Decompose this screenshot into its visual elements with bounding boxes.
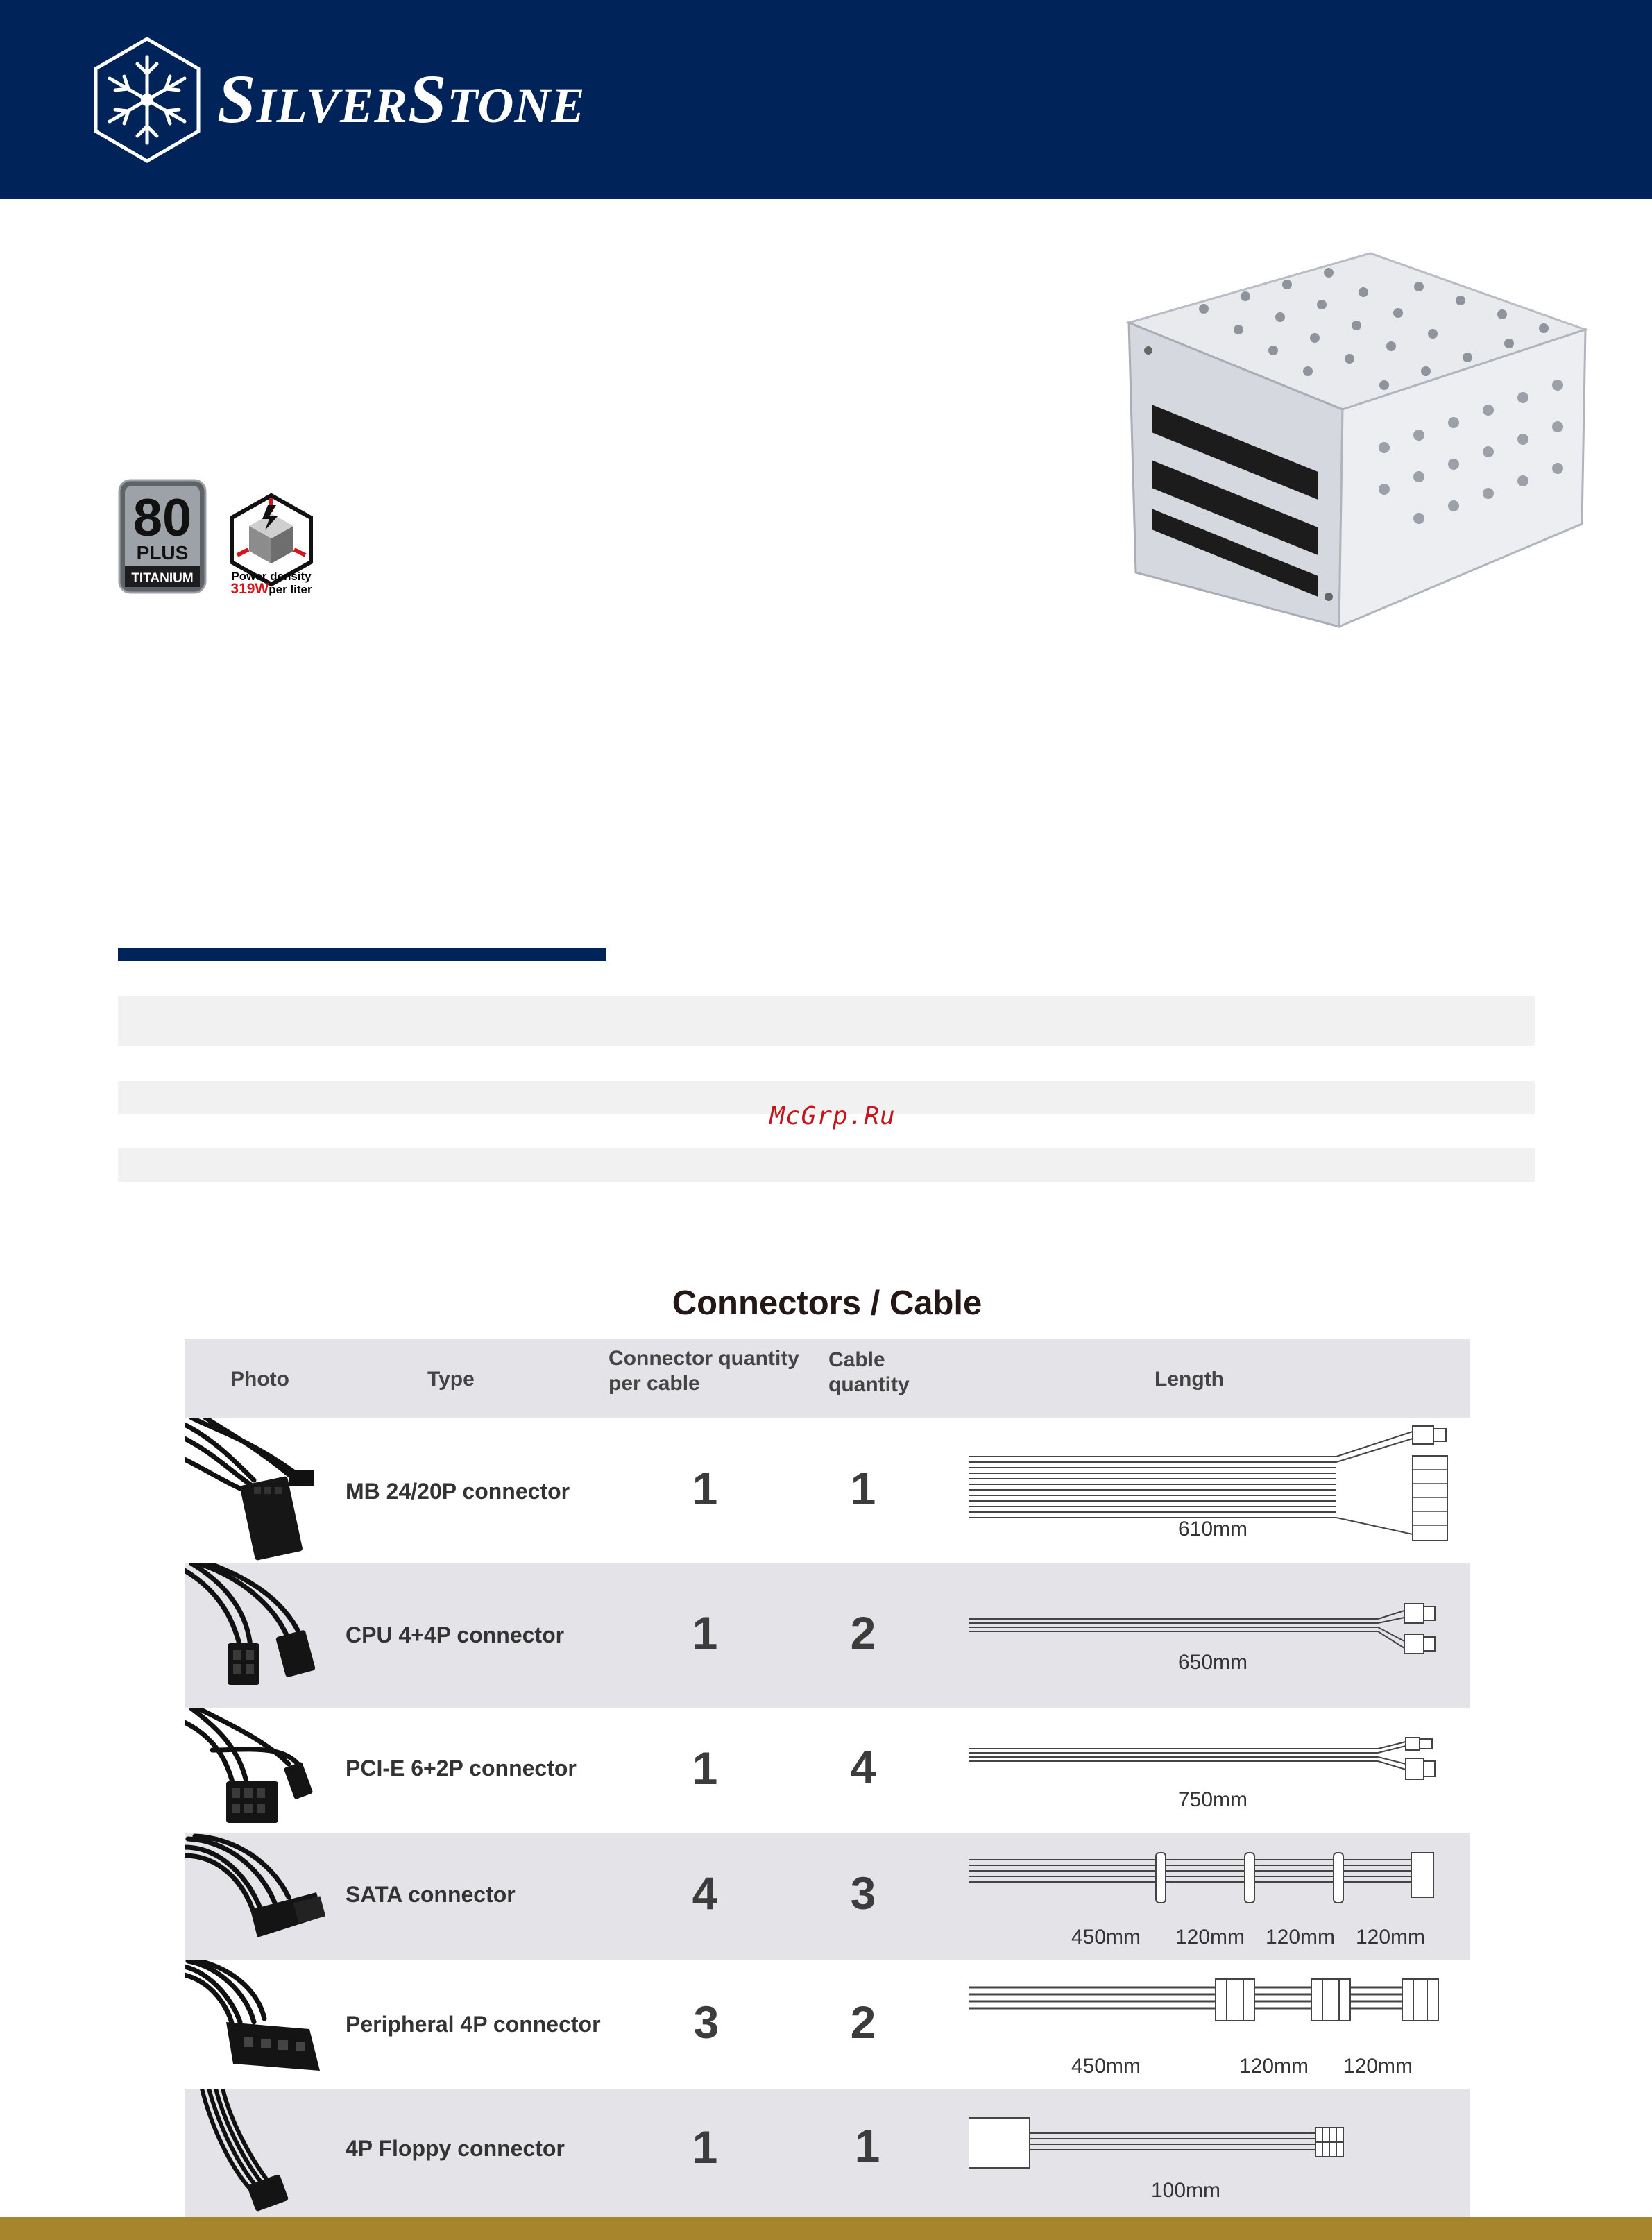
- cable-length-diagram: [969, 1418, 1468, 1563]
- cable-length: 610mm: [1178, 1518, 1248, 1541]
- power-supply-photo: [1121, 246, 1592, 635]
- section-divider: [118, 948, 606, 961]
- cable-length: 650mm: [1178, 1651, 1248, 1674]
- cable-length: 120mm: [1343, 2055, 1413, 2078]
- svg-text:80: 80: [133, 489, 192, 548]
- header-photo: Photo: [230, 1368, 289, 1391]
- cable-length: 120mm: [1175, 1926, 1245, 1949]
- mb-connector-photo: [185, 1418, 344, 1563]
- cable-qty: 2: [850, 1996, 876, 2048]
- cable-length: 750mm: [1178, 1788, 1248, 1811]
- connector-qty: 4: [692, 1867, 718, 1919]
- cable-qty: 3: [850, 1867, 876, 1919]
- cable-length: 120mm: [1239, 2055, 1309, 2078]
- power-density-label: Power density: [231, 570, 312, 583]
- table-row: [185, 1960, 1470, 2089]
- footer-bar: [0, 2217, 1652, 2240]
- connector-type: Peripheral 4P connector: [346, 2012, 601, 2037]
- connectors-table-title: Connectors / Cable: [672, 1284, 982, 1322]
- connector-type: CPU 4+4P connector: [346, 1622, 565, 1647]
- header-length: Length: [1155, 1368, 1224, 1391]
- 80-plus-titanium-badge: [118, 479, 207, 594]
- connector-qty: 1: [692, 2121, 718, 2173]
- svg-text:PLUS: PLUS: [136, 542, 189, 563]
- cable-length: 120mm: [1356, 1926, 1426, 1949]
- header-type: Type: [427, 1368, 475, 1391]
- connector-type: SATA connector: [346, 1882, 516, 1907]
- header-cable-qty: Cable quantity: [828, 1348, 910, 1396]
- cable-length: 120mm: [1266, 1926, 1336, 1949]
- connector-qty: 3: [693, 1996, 719, 2048]
- table-row: [185, 1418, 1470, 1563]
- connector-type: PCI-E 6+2P connector: [346, 1756, 577, 1781]
- watermark-text: McGrp.Ru: [769, 1102, 896, 1130]
- cable-qty: 4: [850, 1741, 876, 1792]
- snowflake-logo-icon: [92, 36, 203, 164]
- cable-length: 450mm: [1071, 2055, 1141, 2078]
- cable-qty: 2: [850, 1607, 876, 1658]
- svg-text:TITANIUM: TITANIUM: [131, 571, 194, 586]
- header-connector-qty: Connector quantity per cable: [608, 1347, 799, 1395]
- brand-wordmark: SILVERSTONE: [217, 60, 586, 137]
- power-density-value: 319Wper liter: [230, 581, 312, 597]
- peripheral-connector-photo: [185, 1960, 344, 2089]
- table-row: [185, 1563, 1470, 1708]
- table-row: [185, 2089, 1470, 2217]
- cable-qty: 1: [850, 1463, 876, 1514]
- spec-row-stripe: [118, 1148, 1535, 1182]
- sata-connector-photo: [185, 1833, 344, 1960]
- cable-qty: 1: [854, 2120, 880, 2171]
- connector-type: MB 24/20P connector: [346, 1479, 570, 1504]
- table-row: [185, 1833, 1470, 1960]
- connector-type: 4P Floppy connector: [346, 2136, 565, 2161]
- connector-qty: 1: [692, 1463, 718, 1514]
- cable-length: 450mm: [1071, 1926, 1141, 1949]
- spec-row-stripe: [118, 996, 1535, 1046]
- table-row: [185, 1708, 1470, 1833]
- pcie-connector-photo: [185, 1708, 344, 1833]
- table-header: [185, 1339, 1470, 1418]
- header-banner: [0, 0, 1652, 199]
- cable-length-diagram: [969, 1708, 1468, 1833]
- cable-length-diagram: [969, 1563, 1468, 1708]
- cable-length: 100mm: [1151, 2179, 1221, 2202]
- connector-qty: 1: [692, 1607, 718, 1658]
- cpu-connector-photo: [185, 1563, 344, 1708]
- floppy-connector-photo: [185, 2089, 344, 2217]
- connector-qty: 1: [692, 1742, 718, 1794]
